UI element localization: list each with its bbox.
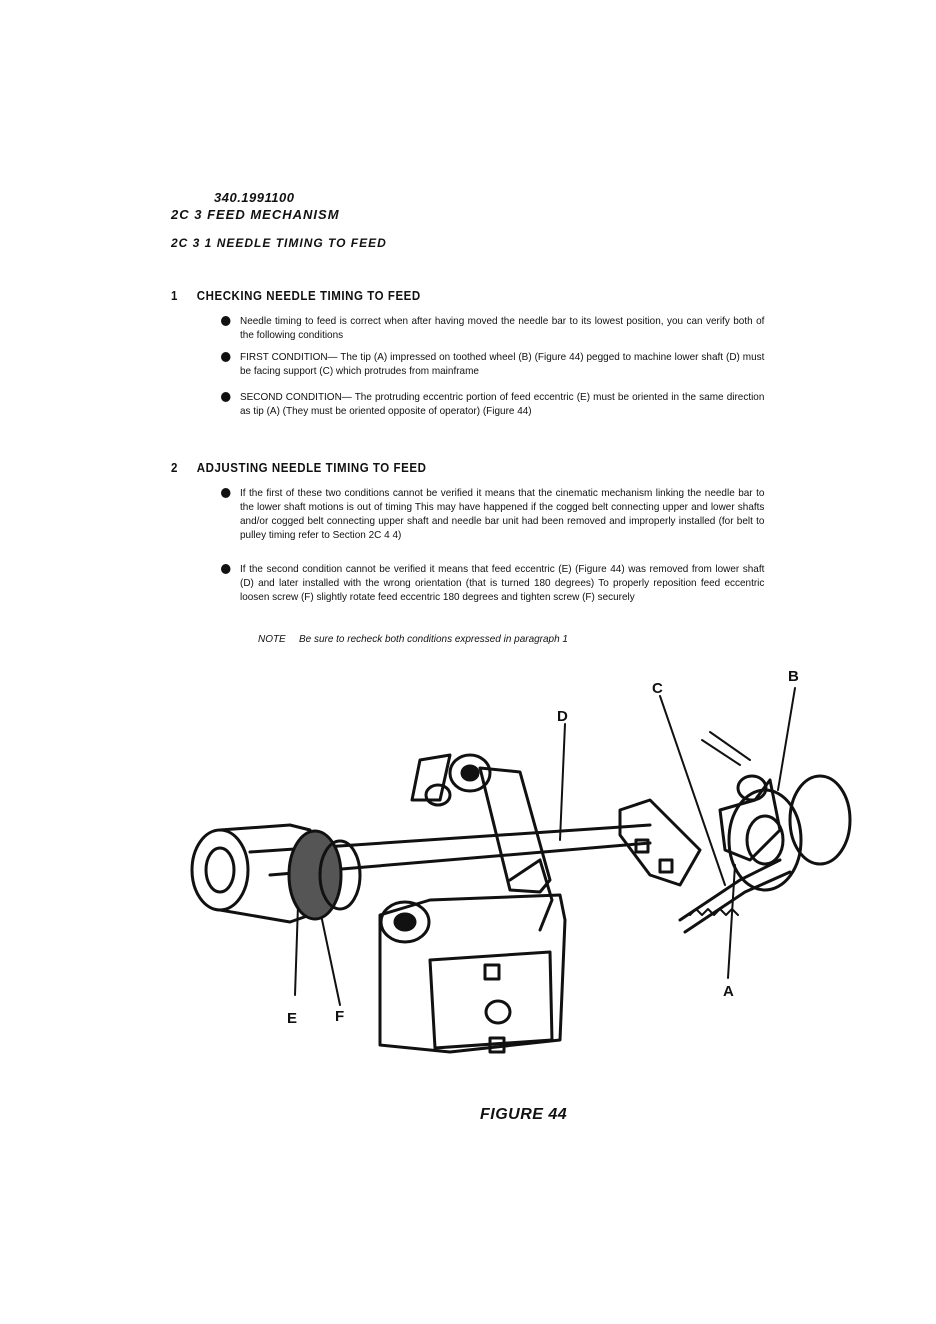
bullet-icon — [221, 392, 231, 402]
side-collar-bore — [395, 914, 415, 930]
section2-heading — [171, 461, 426, 475]
section2-bullet-2-text: If the second condition cannot be verified it means that feed eccentric (E) (Figure 44) was removed from lower shaft (D) and later installed with the wrong orientation (that is turned 180 degrees) To properly reposition feed eccentric loosen screw (F) slightly rotate feed eccentric 180 degrees and tighten screw (F) securely — [240, 563, 765, 603]
section1-bullet-3 — [240, 390, 764, 418]
callout-b: B — [788, 668, 799, 685]
feed-dog-holder — [412, 755, 450, 800]
section1-title: CHECKING NEEDLE TIMING TO FEED — [196, 289, 421, 303]
section-title: 2C 3 FEED MECHANISM — [171, 207, 340, 222]
leader-line-a — [728, 865, 735, 978]
section1-bullet-2-text: FIRST CONDITION— The tip (A) impressed on toothed wheel (B) (Figure 44) pegged to machine lower shaft (D) must be facing support (C) which protrudes from mainframe — [240, 351, 765, 377]
section1-heading — [171, 289, 421, 303]
leader-line-f — [320, 910, 340, 1005]
callout-d: D — [557, 708, 568, 725]
section2-bullet-2 — [240, 562, 764, 604]
note — [258, 633, 568, 645]
callout-f: F — [335, 1008, 345, 1025]
upper-pivot-pin — [462, 766, 478, 780]
leader-line-b — [778, 688, 795, 790]
section2-bullet-1-text: If the first of these two conditions cannot be verified it means that the cinematic mechanism linking the needle bar to the lower shaft motions is out of timing This may have happened if the cogged belt connecting upper and lower shafts and/or cogged belt connecting upper shaft and needle bar unit had been removed and improperly installed (for belt to pulley timing refer to Section 2C 4 4) — [240, 487, 765, 541]
left-shaft-end — [192, 830, 248, 910]
section1-bullet-3-text: SECOND CONDITION— The protruding eccentric portion of feed eccentric (E) must be oriented in the same direction as tip (A) (They must be oriented opposite of operator) (Figure 44) — [240, 391, 765, 417]
note-label: NOTE — [258, 633, 286, 645]
bullet-icon — [221, 488, 231, 498]
subsection-title: 2C 3 1 NEEDLE TIMING TO FEED — [171, 236, 387, 250]
mainframe-edge — [702, 732, 750, 765]
support-slot-1 — [636, 840, 648, 852]
section1-bullet-1-text: Needle timing to feed is correct when after having moved the needle bar to its lowest position, you can verify both of the following conditions — [240, 315, 765, 341]
left-shaft-bore — [206, 848, 234, 892]
section1-bullet-2 — [240, 350, 764, 378]
holder-screw — [426, 785, 450, 805]
bullet-icon — [221, 352, 231, 362]
section2-bullet-1 — [240, 486, 764, 542]
plate-slot-1 — [485, 965, 499, 979]
document-code: 340.1991100 — [214, 190, 295, 205]
figure-44-illustration — [180, 660, 860, 1100]
callout-a: A — [723, 983, 734, 1000]
callout-e: E — [287, 1010, 298, 1027]
clamp-screw — [738, 776, 766, 800]
callout-c: C — [652, 680, 663, 697]
section1-bullet-1 — [240, 314, 764, 342]
feed-link-arm — [480, 768, 550, 892]
figure-caption: FIGURE 44 — [480, 1106, 568, 1123]
section2-number: 2 — [171, 461, 178, 475]
plate-screw — [486, 1001, 510, 1023]
support-slot-2 — [660, 860, 672, 872]
section2-title: ADJUSTING NEEDLE TIMING TO FEED — [196, 461, 427, 475]
note-text: Be sure to recheck both conditions expressed in paragraph 1 — [299, 633, 568, 645]
bullet-icon — [221, 316, 231, 326]
leader-line-d — [560, 724, 565, 840]
bullet-icon — [221, 564, 231, 574]
section1-number: 1 — [171, 289, 178, 303]
leader-line-c — [660, 696, 725, 885]
